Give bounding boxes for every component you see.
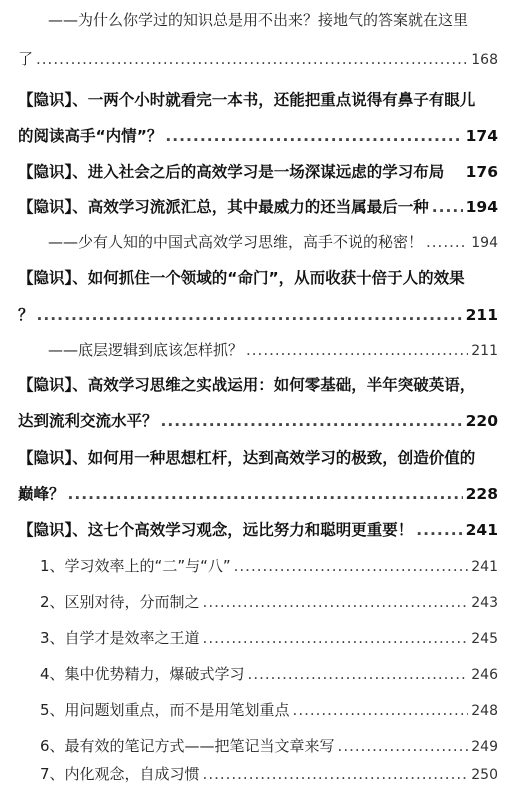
toc-entry-page-number: 194 bbox=[471, 235, 498, 251]
toc-entry[interactable] bbox=[48, 338, 498, 362]
toc-entry[interactable] bbox=[18, 518, 498, 542]
toc-entry-title: 4、集中优势精力，爆破式学习 bbox=[40, 665, 245, 683]
toc-entry-title: ？ bbox=[18, 306, 34, 324]
toc-entry-title: 巅峰？ bbox=[18, 485, 65, 503]
toc-entry-title: 【隐识】、如何抓住一个领域的“命门”，从而收获十倍于人的效果 bbox=[18, 269, 465, 287]
dot-leader bbox=[234, 554, 469, 578]
toc-entry-page-number: 211 bbox=[465, 306, 498, 324]
toc-entry-title: ——底层逻辑到底该怎样抓？ bbox=[48, 341, 244, 359]
toc-entry[interactable] bbox=[18, 409, 498, 433]
toc-entry[interactable] bbox=[18, 373, 498, 397]
toc-entry-page-number: 228 bbox=[465, 485, 498, 503]
toc-entry-title: ——为什么你学过的知识总是用不出来？接地气的答案就在这里 bbox=[48, 11, 469, 29]
toc-entry-title: 【隐识】、一两个小时就看完一本书，还能把重点说得有鼻子有眼儿 bbox=[18, 91, 476, 109]
dot-leader bbox=[165, 124, 462, 148]
toc-entry-title: 了 bbox=[18, 50, 34, 68]
dot-leader bbox=[36, 47, 468, 71]
toc-entry[interactable] bbox=[18, 482, 498, 506]
toc-entry-page-number: 241 bbox=[465, 521, 498, 539]
toc-entry-title: 2、区别对待，分而制之 bbox=[40, 593, 200, 611]
toc-entry[interactable] bbox=[48, 230, 498, 254]
toc-entry-title: 【隐识】、高效学习思维之实战运用：如何零基础，半年突破英语， bbox=[18, 376, 476, 394]
dot-leader bbox=[203, 762, 469, 786]
toc-entry-title: 1、学习效率上的“二”与“八” bbox=[40, 557, 231, 575]
dot-leader bbox=[246, 338, 468, 362]
toc-entry-page-number: 249 bbox=[471, 739, 498, 755]
toc-entry[interactable] bbox=[40, 698, 498, 722]
toc-entry[interactable] bbox=[18, 303, 498, 327]
toc-entry-page-number: 176 bbox=[465, 163, 498, 181]
toc-entry-page-number: 211 bbox=[471, 343, 498, 359]
toc-entry[interactable] bbox=[18, 88, 498, 112]
dot-leader bbox=[37, 303, 463, 327]
toc-entry-title: 的阅读高手“内情”？ bbox=[18, 127, 163, 145]
dot-leader bbox=[203, 626, 469, 650]
toc-entry[interactable] bbox=[48, 8, 498, 32]
dot-leader bbox=[203, 590, 469, 614]
toc-entry-title: 3、自学才是效率之王道 bbox=[40, 629, 200, 647]
toc-entry-title: 7、内化观念，自成习惯 bbox=[40, 765, 200, 783]
toc-entry[interactable] bbox=[18, 266, 498, 290]
toc-entry[interactable] bbox=[18, 47, 498, 71]
toc-entry[interactable] bbox=[40, 590, 498, 614]
dot-leader bbox=[68, 482, 463, 506]
toc-entry-title: 5、用问题划重点，而不是用笔划重点 bbox=[40, 701, 290, 719]
toc-entry-title: ——少有人知的中国式高效学习思维，高手不说的秘密！ bbox=[48, 233, 424, 251]
toc-entry-page-number: 243 bbox=[471, 595, 498, 611]
toc-entry-title: 【隐识】、如何用一种思想杠杆，达到高效学习的极致，创造价值的 bbox=[18, 449, 476, 467]
toc-entry-page-number: 168 bbox=[471, 52, 498, 68]
toc-entry-title: 达到流利交流水平？ bbox=[18, 412, 158, 430]
dot-leader bbox=[338, 734, 469, 758]
toc-entry-page-number: 194 bbox=[465, 198, 498, 216]
toc-entry[interactable] bbox=[18, 446, 498, 470]
toc-entry[interactable] bbox=[18, 160, 498, 184]
dot-leader bbox=[426, 230, 468, 254]
toc-entry[interactable] bbox=[40, 554, 498, 578]
toc-entry-title: 【隐识】、高效学习流派汇总，其中最威力的还当属最后一种 bbox=[18, 198, 429, 216]
dot-leader bbox=[161, 409, 463, 433]
toc-entry[interactable] bbox=[40, 734, 498, 758]
toc-entry-page-number: 248 bbox=[471, 703, 498, 719]
toc-entry-page-number: 245 bbox=[471, 631, 498, 647]
dot-leader bbox=[416, 518, 462, 542]
toc-entry-title: 【隐识】、进入社会之后的高效学习是一场深谋远虑的学习布局 bbox=[18, 163, 445, 181]
toc-entry-page-number: 241 bbox=[471, 559, 498, 575]
toc-entry[interactable] bbox=[18, 124, 498, 148]
toc-entry-page-number: 246 bbox=[471, 667, 498, 683]
dot-leader bbox=[248, 662, 469, 686]
toc-entry-title: 6、最有效的笔记方式——把笔记当文章来写 bbox=[40, 737, 335, 755]
toc-entry-page-number: 250 bbox=[471, 767, 498, 783]
toc-entry[interactable] bbox=[18, 195, 498, 219]
dot-leader bbox=[293, 698, 469, 722]
dot-leader bbox=[432, 195, 463, 219]
toc-entry-page-number: 220 bbox=[465, 412, 498, 430]
toc-entry-page-number: 174 bbox=[465, 127, 498, 145]
toc-entry[interactable] bbox=[40, 662, 498, 686]
toc-entry-title: 【隐识】、这七个高效学习观念，远比努力和聪明更重要！ bbox=[18, 521, 414, 539]
toc-entry[interactable] bbox=[40, 626, 498, 650]
toc-entry[interactable] bbox=[40, 762, 498, 786]
